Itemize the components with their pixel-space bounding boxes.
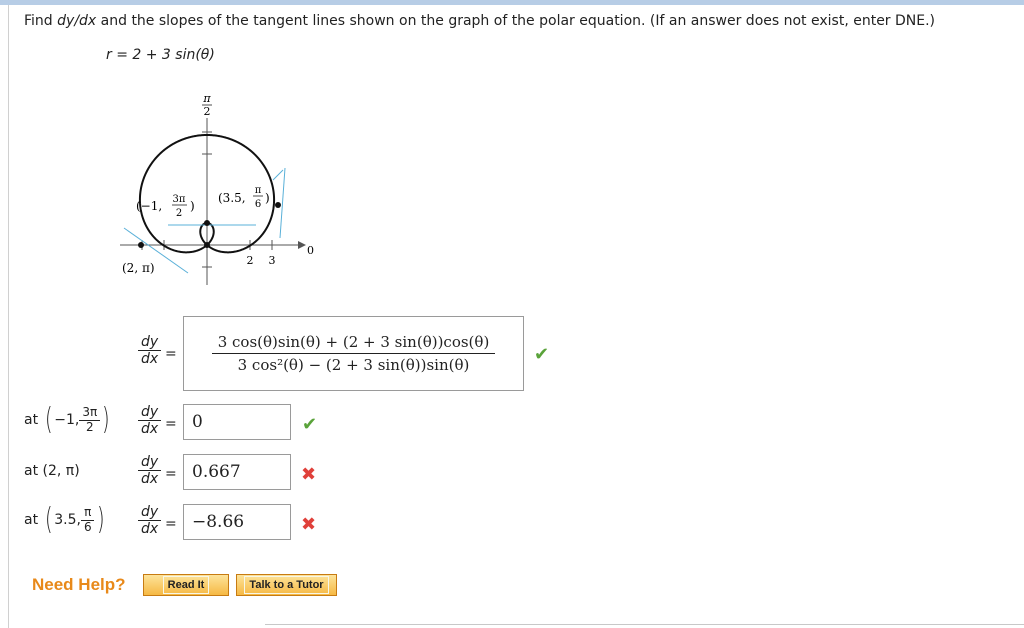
read-it-label: Read It	[163, 576, 210, 594]
label-pt1-post: )	[190, 199, 195, 213]
equals-sign: =	[165, 346, 177, 362]
polar-equation: r = 2 + 3 sin(θ)	[106, 47, 215, 63]
row-frac-num: π	[81, 506, 94, 521]
tangent-line-right	[273, 170, 283, 180]
dydx-den: dx	[141, 351, 159, 368]
point-neg1	[204, 220, 210, 226]
label-tick-3: 3	[268, 254, 276, 267]
row-frac-num: 3π	[79, 406, 100, 421]
dydx-general	[138, 334, 161, 367]
row-3-label: at ( 3.5, $\frac{\pi}{6}$ )	[24, 502, 105, 537]
row-1-label: at ( −1, $\frac{3\pi}{2}$ )	[24, 402, 110, 437]
cross-icon: ✖	[301, 514, 317, 535]
label-pt1-num: 3π	[172, 194, 186, 205]
row-point-pre: 3.5,	[54, 512, 81, 528]
general-derivative-box[interactable]	[183, 316, 524, 391]
row-label-at: at	[24, 412, 39, 428]
talk-to-tutor-button[interactable]	[236, 574, 337, 596]
check-icon: ✔	[534, 344, 550, 365]
general-numerator: 3 cos(θ)sin(θ) + (2 + 3 sin(θ))cos(θ)	[212, 331, 496, 354]
axis-arrow	[298, 241, 306, 249]
row-2-label	[24, 463, 80, 479]
question-text	[24, 13, 935, 29]
dydx-row-2	[138, 454, 161, 487]
answer-input-row-1[interactable]: 0	[183, 404, 291, 440]
cross-icon: ✖	[301, 464, 317, 485]
talk-to-tutor-label: Talk to a Tutor	[244, 576, 328, 594]
label-pt2-pre: (3.5,	[218, 191, 246, 205]
label-pt2-den: 6	[254, 199, 262, 210]
check-icon: ✔	[302, 414, 318, 435]
point-2-pi	[204, 242, 210, 248]
equals-sign: =	[165, 466, 177, 482]
dydx-num: dy	[138, 334, 161, 351]
polar-graph	[110, 88, 325, 288]
row-frac-den: 2	[85, 419, 94, 434]
row-point-pre: −1,	[54, 412, 80, 428]
equals-sign: =	[165, 516, 177, 532]
label-pi-over-2-num: π	[203, 92, 211, 105]
label-tick-2: 2	[246, 254, 254, 267]
label-pt1-den: 2	[175, 208, 183, 219]
question-suffix: and the slopes of the tangent lines shown on the graph of the polar equation. (If an answer does not exist, enter DNE.)	[96, 13, 936, 29]
answer-input-row-2[interactable]: 0.667	[183, 454, 291, 490]
question-deriv: dy/dx	[57, 13, 97, 29]
row-point: (2, π)	[42, 463, 80, 479]
dydx-row-1	[138, 404, 161, 437]
label-pt3: (2, π)	[122, 261, 155, 275]
read-it-button[interactable]	[143, 574, 229, 596]
dydx-den: dx	[141, 421, 159, 438]
label-pt1-pre: (−1,	[136, 199, 163, 213]
dydx-den: dx	[141, 521, 159, 538]
point-2-pi-left	[138, 242, 144, 248]
label-pi-over-2-den: 2	[203, 105, 211, 118]
dydx-num: dy	[138, 404, 161, 421]
equals-sign: =	[165, 416, 177, 432]
row-label-at: at	[24, 463, 39, 479]
tangent-line-right2	[280, 168, 285, 238]
label-pt2-num: π	[254, 185, 262, 196]
row-frac-den: 6	[83, 519, 92, 534]
need-help-label: Need Help?	[32, 575, 126, 594]
dydx-den: dx	[141, 471, 159, 488]
question-prefix: Find	[24, 13, 58, 29]
general-denominator: 3 cos²(θ) − (2 + 3 sin(θ))sin(θ)	[237, 356, 470, 374]
answer-input-row-3[interactable]: −8.66	[183, 504, 291, 540]
divider	[265, 624, 1024, 625]
dydx-row-3	[138, 504, 161, 537]
dydx-num: dy	[138, 504, 161, 521]
point-3-5	[275, 202, 281, 208]
label-axis-0: 0	[307, 244, 314, 257]
label-pt2-post: )	[265, 191, 270, 205]
row-label-at: at	[24, 512, 39, 528]
dydx-num: dy	[138, 454, 161, 471]
